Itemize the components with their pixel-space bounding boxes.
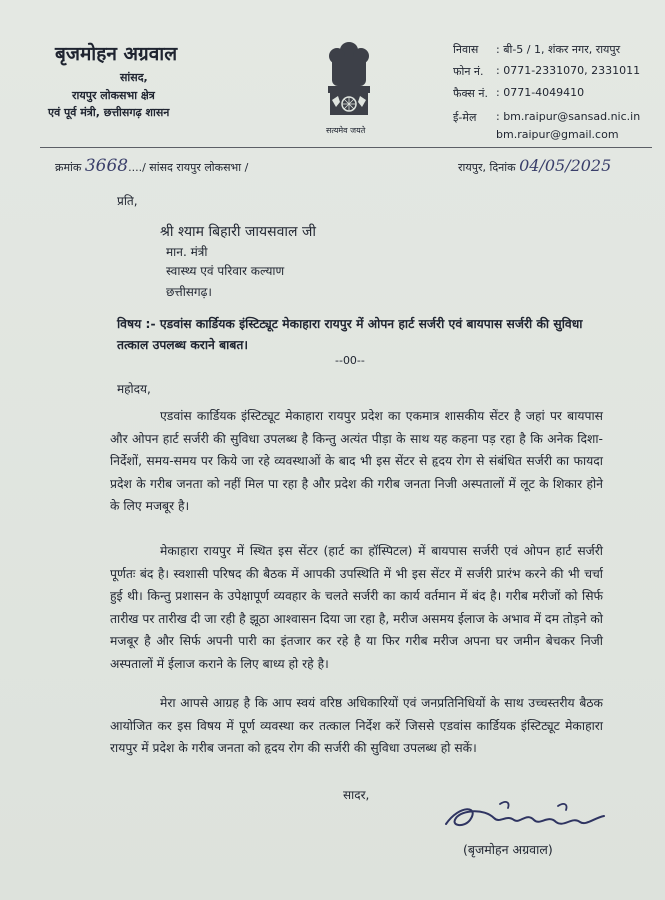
contact-value-residence: : बी-5 / 1, शंकर नगर, रायपुर xyxy=(496,43,621,56)
place-prefix: रायपुर, दिनांक xyxy=(458,161,516,174)
contact-label-email: ई-मेल xyxy=(453,111,477,124)
contact-value-phone: : 0771-2331070, 2331011 xyxy=(496,64,641,77)
reference-prefix: क्रमांक xyxy=(55,161,82,174)
sender-former-post: एवं पूर्व मंत्री, छत्तीसगढ़ शासन xyxy=(48,106,170,119)
signer-name: (बृजमोहन अग्रवाल) xyxy=(463,842,553,857)
greeting: महोदय, xyxy=(117,382,151,396)
letterhead-divider xyxy=(40,147,652,148)
reference-number-handwritten: 3668 xyxy=(84,156,129,176)
contact-label-fax: फैक्स नं. xyxy=(453,87,488,100)
body-paragraph-1-text: एडवांस कार्डियक इंस्टिट्यूट मेकाहारा रायपुर प्रदेश का एकमात्र शासकीय सेंटर है जहां पर बायपास और ओपन हार्ट सर्जरी की सुविधा उपलब्ध है किन्तु अत्यंत पीड़ा के साथ यह कहना पड़ रहा है कि अनेक दिशा-निर्देशों, समय-समय पर किये जा रहे व्यवस्थाओं के बाद भी इस सेंटर से हृदय रोग से संबंधित सर्जरी का फायदा प्रदेश के गरीब जनता को नहीं मिल पा रहा है और प्रदेश की गरीब जनता निजी अस्पतालों में लूट के शिकार होने के लिए मजबूर है। xyxy=(110,409,603,513)
body-paragraph-2 xyxy=(110,540,603,675)
date-handwritten: 04/05/2025 xyxy=(519,156,612,175)
subject xyxy=(117,314,617,356)
recipient-state: छत्तीसगढ़। xyxy=(166,285,212,299)
contact-value-fax: : 0771-4049410 xyxy=(496,86,585,99)
body-paragraph-3 xyxy=(110,692,603,760)
place-and-date xyxy=(458,156,611,175)
contact-label-residence: निवास xyxy=(453,43,479,56)
reference-number xyxy=(55,156,248,176)
closing: सादर, xyxy=(343,788,370,802)
sender-name: बृजमोहन अग्रवाल xyxy=(55,43,178,65)
body-paragraph-2-text: मेकाहारा रायपुर में स्थित इस सेंटर (हार्ट का हॉस्पिटल) में बायपास सर्जरी एवं ओपन हार्ट सर्जरी पूर्णतः बंद है। स्वशासी परिषद की बैठक में आपकी उपस्थिति में भी इस सेंटर में सर्जरी प्रारंभ करने की भी चर्चा हुई थी। किन्तु प्रशासन के उपेक्षापूर्ण व्यवहार के चलते सर्जरी का कार्य वर्तमान में बंद है। गरीब मरीजों को सिर्फ तारीख पर तारीख दी जा रही है झूठा आश्वासन दिया जा रहा है, मरीज असमय ईलाज के अभाव में दम तोड़ने को मजबूर है और सिर्फ अपनी पारी का इंतजार कर रहे है या फिर गरीब मरीज अपना घर जमीन बेचकर निजी अस्पतालों में ईलाज कराने के लिए बाध्य हो रहे है। xyxy=(110,544,603,671)
sender-designation: सांसद, xyxy=(120,71,148,84)
subject-label: विषय :- xyxy=(117,317,156,331)
handwritten-signature xyxy=(440,796,610,838)
recipient-salutation: प्रति, xyxy=(117,194,138,208)
emblem-motto: सत्यमेव जयते xyxy=(326,126,366,135)
contact-label-phone: फोन नं. xyxy=(453,65,484,78)
body-paragraph-1 xyxy=(110,405,603,518)
subject-text: एडवांस कार्डियक इंस्टिट्यूट मेकाहारा रायपुर में ओपन हार्ट सर्जरी एवं बायपास सर्जरी की सुविधा तत्काल उपलब्ध कराने बाबत। xyxy=(117,317,583,352)
contact-value-email-2: bm.raipur@gmail.com xyxy=(496,128,619,141)
signature-scribble-icon xyxy=(440,796,610,838)
national-emblem xyxy=(318,36,380,136)
ashoka-lion-emblem-icon xyxy=(318,36,380,136)
recipient-designation: मान. मंत्री xyxy=(166,245,208,259)
recipient-department: स्वास्थ्य एवं परिवार कल्याण xyxy=(166,264,285,278)
body-paragraph-3-text: मेरा आपसे आग्रह है कि आप स्वयं वरिष्ठ अधिकारियों एवं जनप्रतिनिधियों के साथ उच्चस्तरीय बैठक आयोजित कर इस विषय में पूर्ण व्यवस्था कर तत्काल निर्देश करें जिससे एडवांस कार्डियक इंस्टिट्यूट मेकाहारा रायपुर में प्रदेश के गरीब जनता को हृदय रोग की सर्जरी की सुविधा उपलब्ध हो सकें। xyxy=(110,696,603,755)
recipient-name: श्री श्याम बिहारी जायसवाल जी xyxy=(160,224,316,240)
sender-constituency: रायपुर लोकसभा क्षेत्र xyxy=(72,89,155,102)
section-divider: --00-- xyxy=(335,354,365,367)
contact-value-email: : bm.raipur@sansad.nic.in xyxy=(496,110,641,123)
reference-suffix: ..../ सांसद रायपुर लोकसभा / xyxy=(128,161,249,174)
